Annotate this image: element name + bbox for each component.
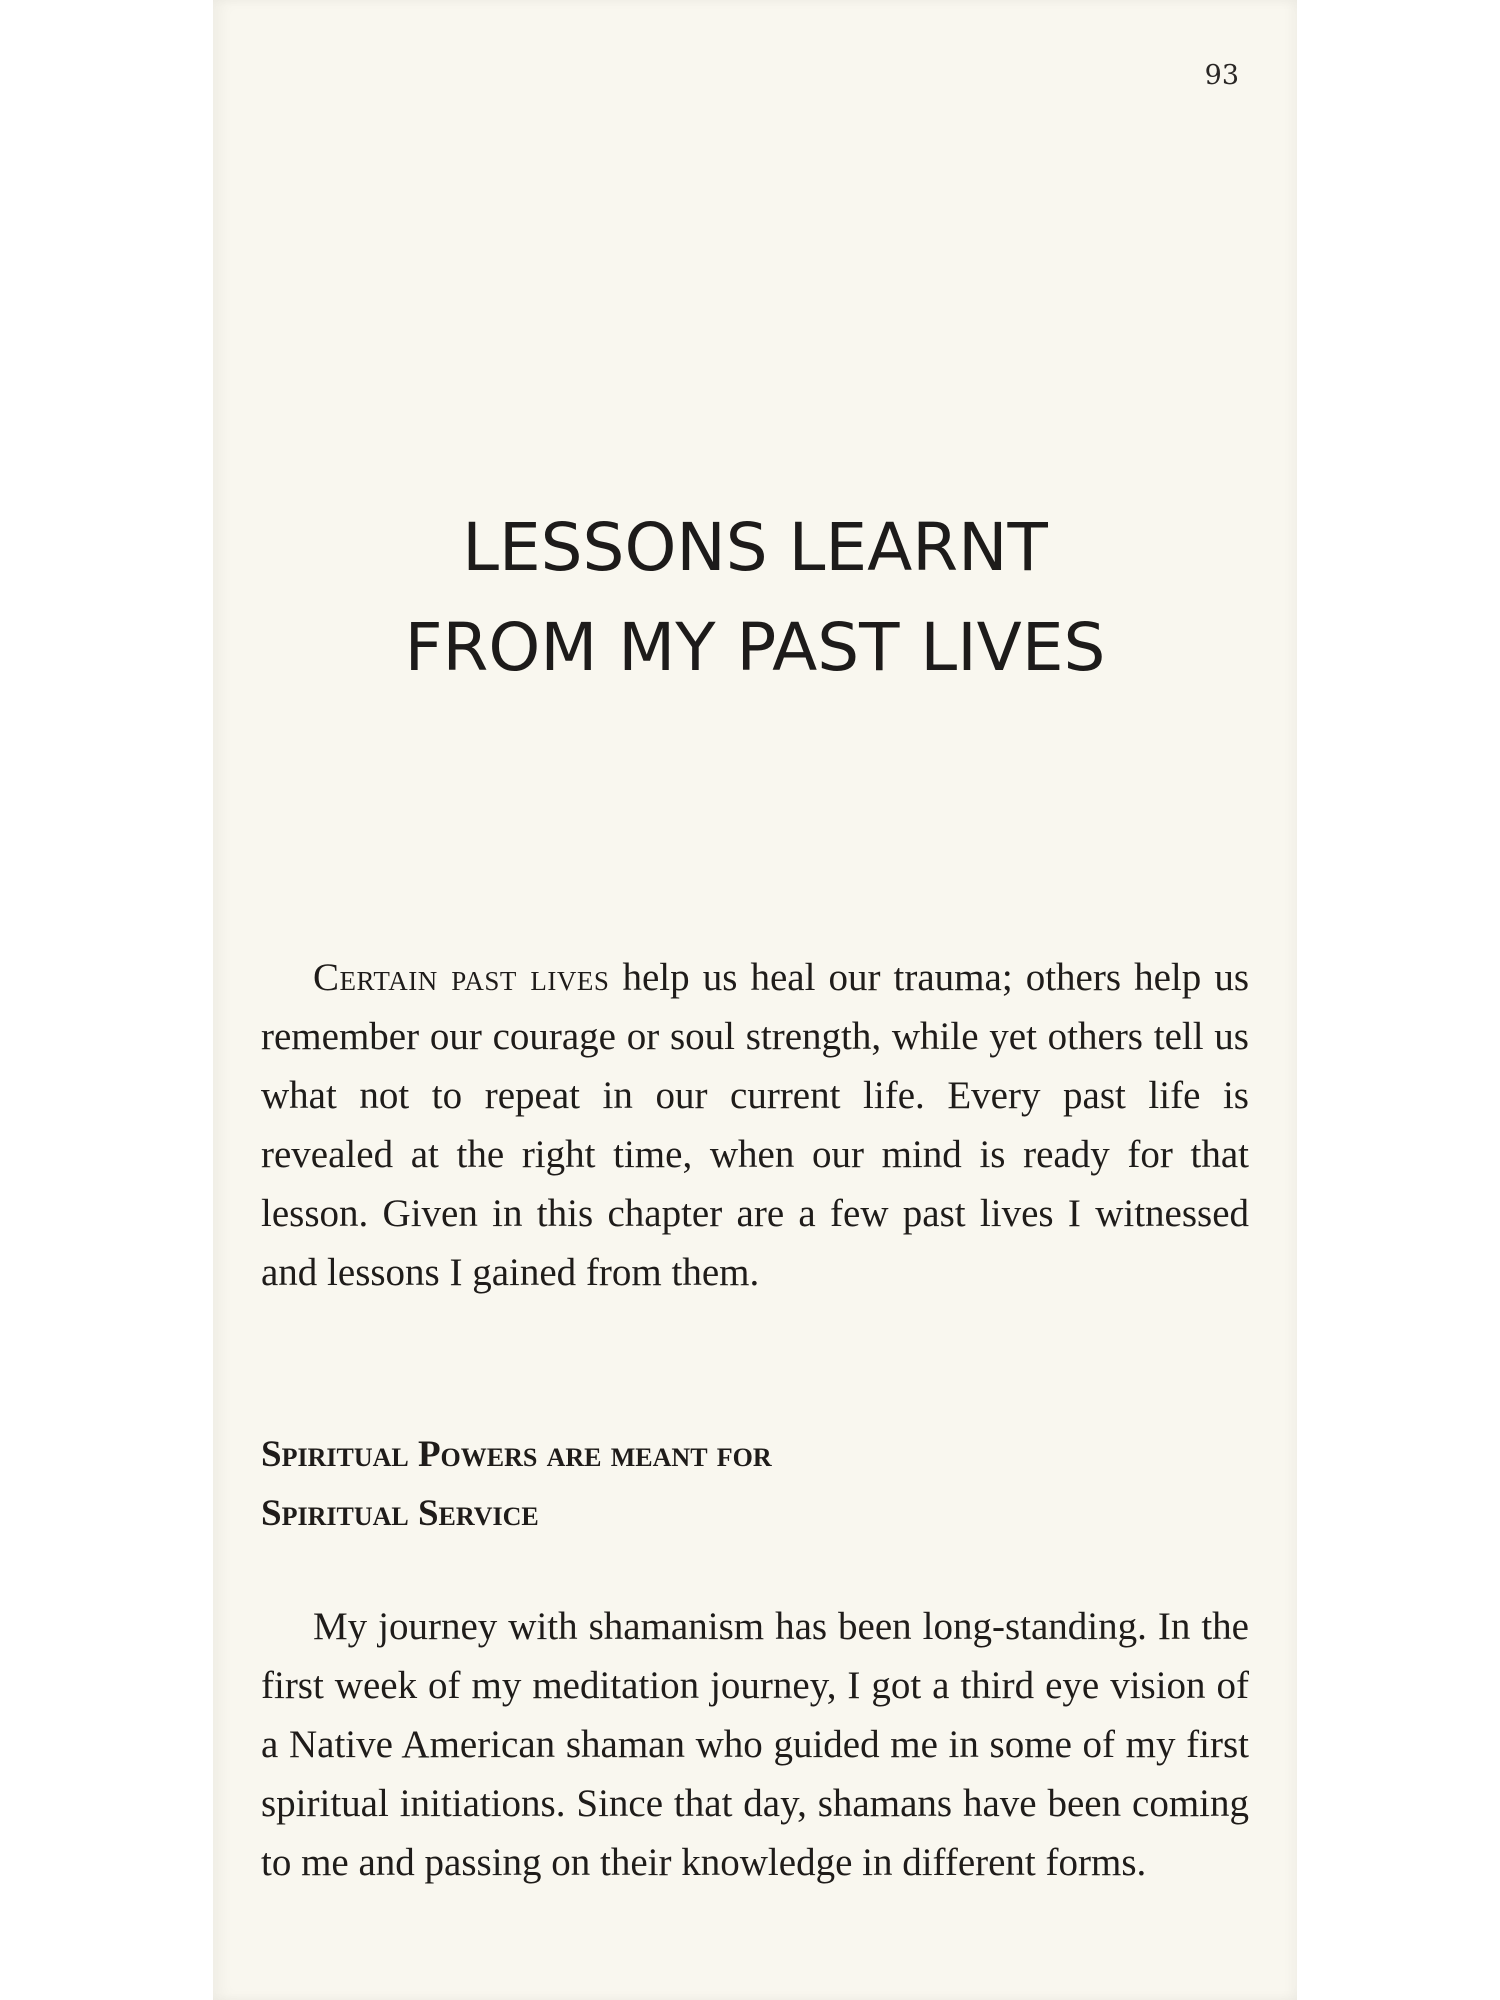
book-page — [213, 0, 1297, 2000]
intro-lead-in: Certain past lives — [313, 956, 610, 999]
section-heading-line-2: Spiritual Service — [261, 1493, 539, 1534]
chapter-title-line-1: LESSONS LEARNT — [462, 509, 1048, 586]
section-paragraph: My journey with shamanism has been long-standing. In the first week of my meditation journey, I got a third eye vision of a Native American shaman who guided me in some of my first spiritual initiations. Since that day, shamans have been coming to me and passing on their knowledge in different forms. — [261, 1605, 1249, 1884]
chapter-title — [213, 498, 1297, 698]
page-number: 93 — [1204, 60, 1239, 91]
section-heading — [261, 1425, 1161, 1543]
section-heading-line-1: Spiritual Powers are meant for — [261, 1434, 772, 1475]
intro-text: help us heal our trauma; others help us remember our courage or soul strength, while yet others tell us what not to repeat in our current life. Every past life is revealed at the right time, when our mind is ready for that lesson. Given in this chapter are a few past lives I witnessed and lessons I gained from them. — [261, 956, 1250, 1294]
chapter-title-line-2: FROM MY PAST LIVES — [404, 609, 1106, 686]
intro-paragraph — [261, 948, 1249, 1302]
